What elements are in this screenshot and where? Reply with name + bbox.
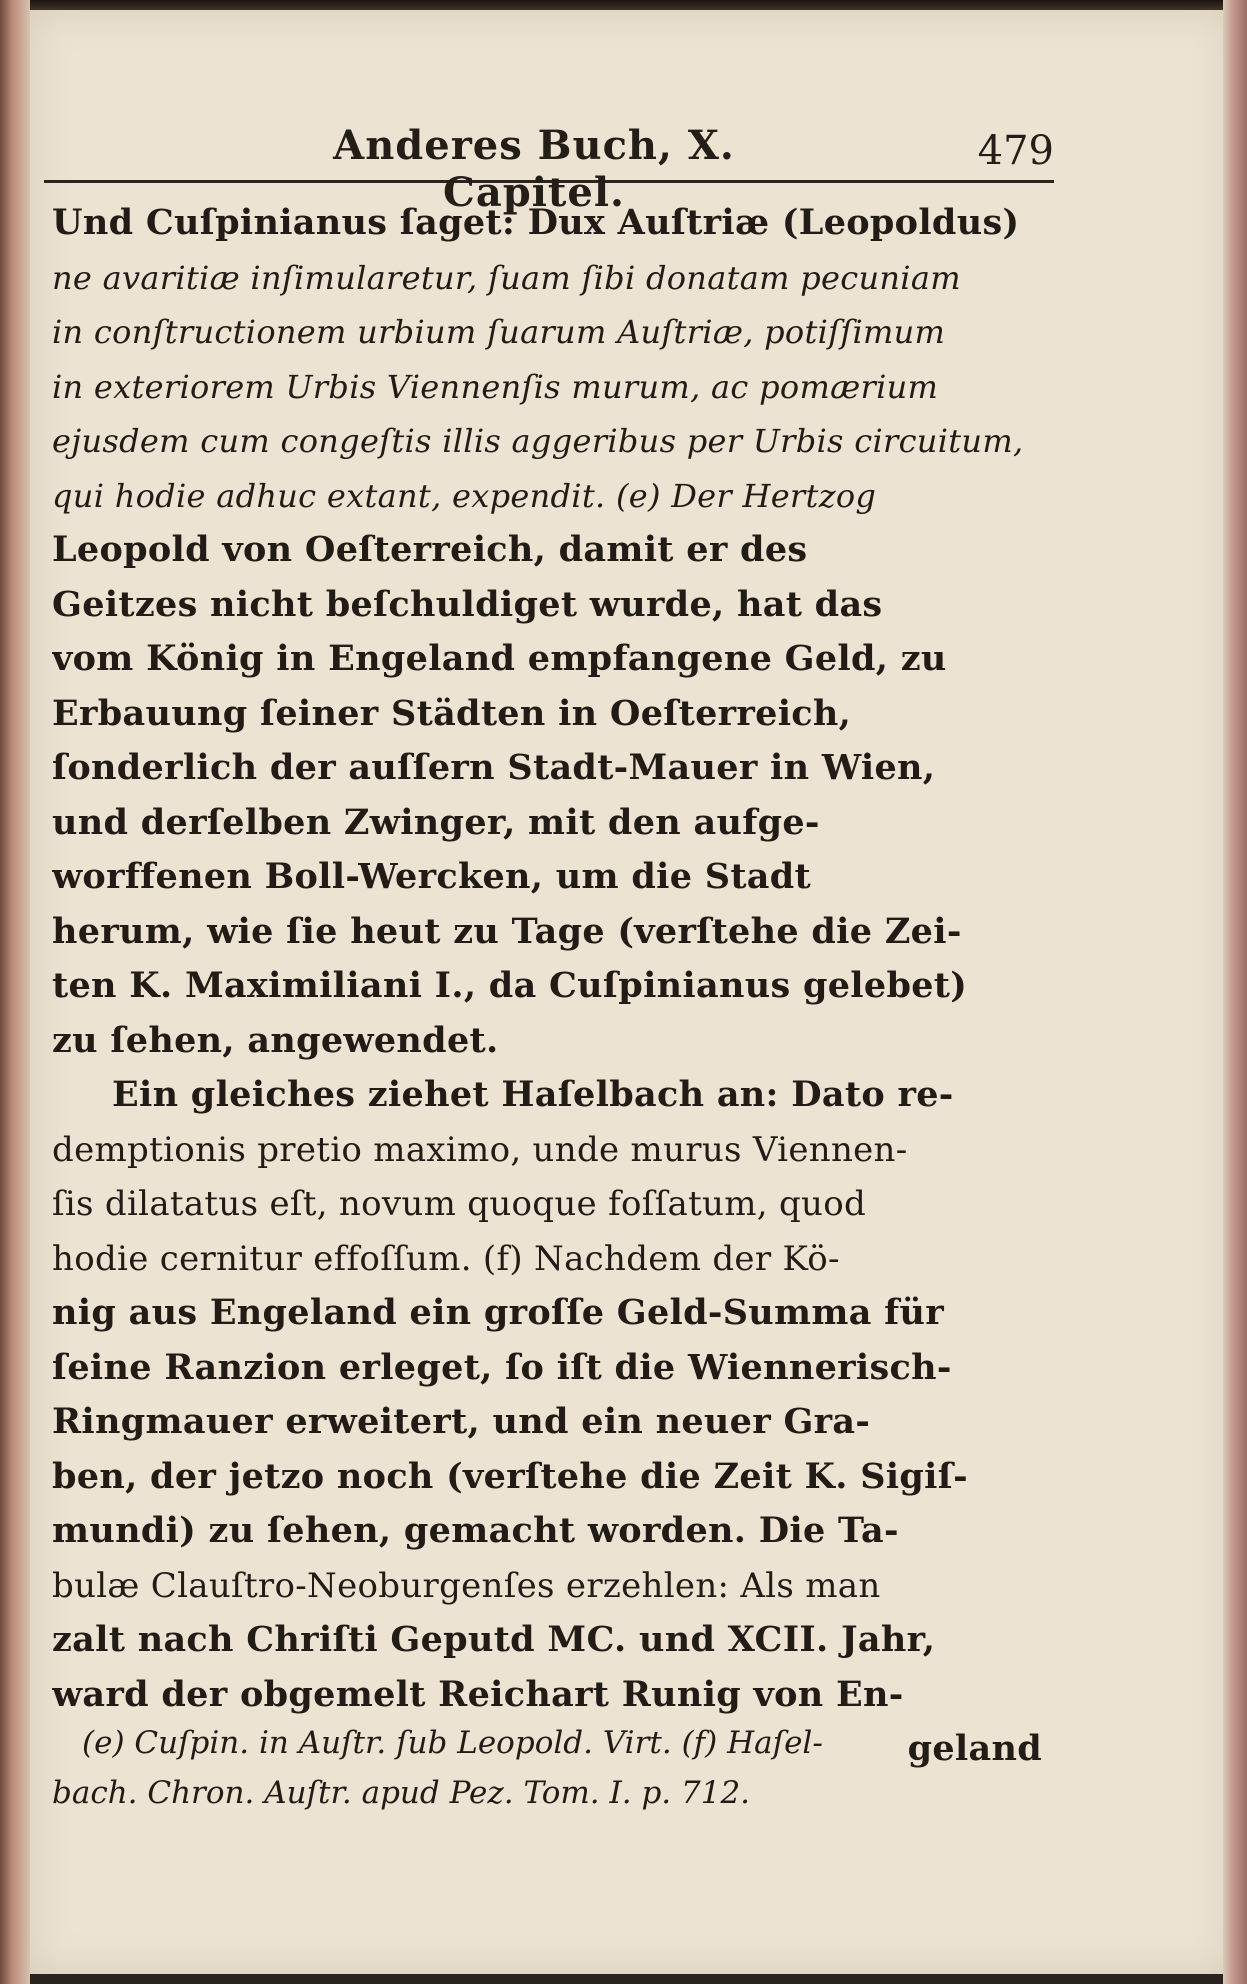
- body-line: ſonderlich der auſſern Stadt-Mauer in Wien,: [52, 747, 936, 788]
- body-line: herum, wie ſie heut zu Tage (verſtehe die Zei-: [52, 910, 962, 952]
- body-line: zu ſehen, angewendet.: [52, 1019, 499, 1061]
- body-line: Geitzes nicht beſchuldiget wurde, hat das: [52, 583, 883, 625]
- footnotes: [52, 1718, 1052, 1818]
- body-line: in exteriorem Urbis Viennenſis murum, ac pomærium: [52, 367, 939, 406]
- running-head: Anderes Buch, X. Capitel.: [333, 122, 735, 216]
- body-line: Ein gleiches ziehet Haſelbach an: Dato re-: [112, 1074, 954, 1115]
- body-line: ne avaritiæ inſimularetur, ſuam ſibi donatam pecuniam: [52, 258, 961, 297]
- body-line: ten K. Maximiliani I., da Cuſpinianus gelebet): [52, 965, 968, 1006]
- footnote-line: (e) Cuſpin. in Auſtr. ſub Leopold. Virt. (f) Haſel-: [82, 1725, 823, 1761]
- body-line: ſeine Ranzion erleget, ſo iſt die Wiennerisch-: [52, 1346, 952, 1388]
- body-line: Und Cuſpinianus ſaget: Dux Auſtriæ (Leopoldus): [52, 202, 1020, 243]
- page-header: [44, 122, 1054, 216]
- body-line: mundi) zu ſehen, gemacht worden. Die Ta-: [52, 1510, 899, 1551]
- right-page-edge: [1223, 0, 1247, 1984]
- body-line: Erbauung ſeiner Städten in Oeſterreich,: [52, 692, 852, 734]
- left-page-edge: [0, 0, 30, 1984]
- body-line: in conſtructionem urbium ſuarum Auſtriæ, potiſſimum: [52, 313, 946, 351]
- body-line: ward der obgemelt Reichart Runig von En-: [52, 1673, 904, 1715]
- body-line: demptionis pretio maximo, unde murus Viennen-: [52, 1129, 908, 1170]
- body-line: qui hodie adhuc extant, expendit. (e) Der Hertzog: [52, 476, 877, 515]
- body-line: Ringmauer erweitert, und ein neuer Gra-: [52, 1401, 871, 1442]
- body-line: und derſelben Zwinger, mit den aufge-: [52, 801, 820, 843]
- body-line: hodie cernitur effoſſum. (f) Nachdem der Kö-: [52, 1238, 840, 1279]
- page-number: 479: [977, 128, 1054, 174]
- body-line: bulæ Clauſtro-Neoburgenſes erzehlen: Als man: [52, 1565, 881, 1606]
- body-line: Leopold von Oeſterreich, damit er des: [52, 529, 808, 570]
- body-line: zalt nach Chriſti Geputd MC. und XCII. Jahr,: [52, 1619, 936, 1660]
- catchword: geland: [907, 1728, 1042, 1769]
- body-line: nig aus Engeland ein groſſe Geld-Summa für: [52, 1292, 945, 1333]
- body-line: ben, der jetzo noch (verſtehe die Zeit K. Sigiſ-: [52, 1455, 968, 1497]
- body-text: [52, 196, 1052, 1777]
- body-line: vom König in Engeland empfangene Geld, zu: [52, 638, 947, 679]
- body-line: worffenen Boll-Wercken, um die Stadt: [52, 856, 812, 897]
- body-line: ſis dilatatus eſt, novum quoque foſſatum, quod: [52, 1184, 867, 1224]
- footnote-line: bach. Chron. Auſtr. apud Pez. Tom. I. p. 712.: [52, 1775, 751, 1811]
- body-line: ejusdem cum congeſtis illis aggeribus per Urbis circuitum,: [52, 422, 1024, 460]
